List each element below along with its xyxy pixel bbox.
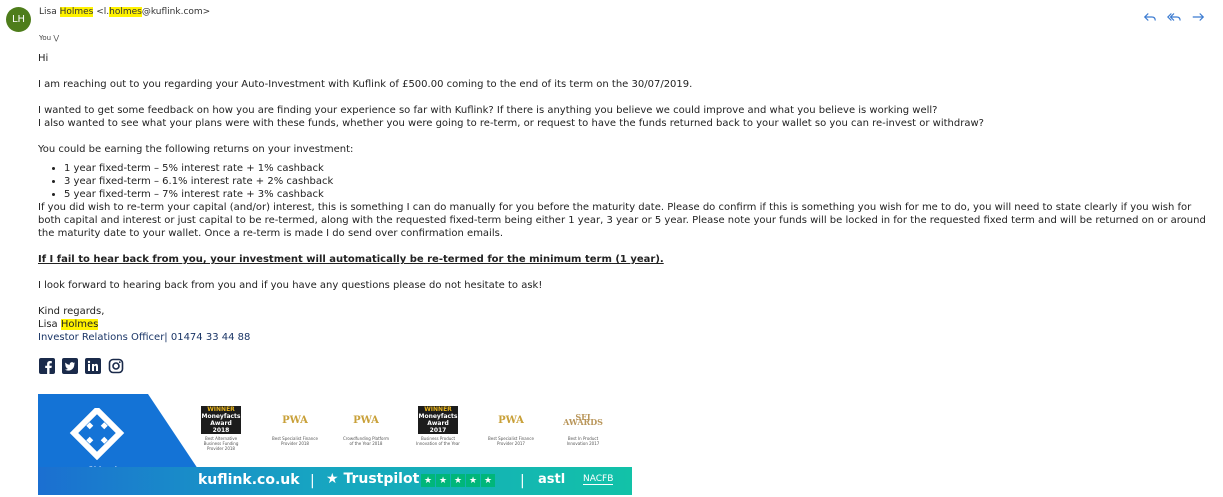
sender-last-name: Holmes [59, 7, 94, 17]
recipient-label: You [39, 34, 52, 42]
linkedin-icon[interactable] [84, 357, 101, 374]
message-body [38, 52, 1208, 374]
astl-logo: astl [538, 472, 566, 487]
recipient-line[interactable] [39, 34, 59, 42]
message-actions [1143, 10, 1205, 24]
list-item: • 3 year fixed-term – 6.1% interest rate + 2% cashback [64, 175, 1208, 188]
reply-icon[interactable] [1143, 10, 1157, 24]
warning-text: If I fail to hear back from you, your investment will automatically be re-termed for the minimum term (1 year). [38, 254, 664, 265]
trustpilot-label: ★ Trustpilot [326, 471, 420, 487]
reply-all-icon[interactable] [1167, 10, 1181, 24]
kuflink-banner[interactable] [38, 394, 632, 495]
instagram-icon[interactable] [107, 357, 124, 374]
award-pwa-2017: PWA Best Specialist Finance Provider 2017 [488, 414, 534, 446]
paragraph-reterm: If you did wish to re-term your capital (and/or) interest, this is something I can do manually for you before the maturity date. Please do confirm if this is something you wish for me to do, you will need to state clearly if you wish for both capital and interest or just capital to be re-termed, along with the requested fixed-term being either 1 year, 3 year or 5 year. Please note your funds will be locked in for the requested fixed term and will be returned on or around the maturity date to your wallet. Once a re-term is made I do send over confirmation emails. [38, 202, 1206, 239]
banner-footer-bar: kuflink.co.uk | ★ Trustpilot ★ ★ ★ ★ ★ | astl NACFB [38, 467, 632, 495]
nacfb-logo: NACFB [583, 474, 614, 484]
paragraph-returns: You could be earning the following returns on your investment: [38, 144, 354, 155]
greeting: Hi [38, 53, 49, 64]
kuflink-site-link[interactable]: kuflink.co.uk [198, 472, 300, 488]
signature-title: Investor Relations Officer| 01474 33 44 88 [38, 332, 251, 343]
sender-first-name: Lisa [39, 7, 57, 17]
award-pwa-crowdfunding: PWA Crowdfunding Platform of the Year 2018 [343, 414, 389, 446]
list-item: • 5 year fixed-term – 7% interest rate + 3% cashback [64, 188, 1208, 201]
paragraph-plans: I also wanted to see what your plans were with these funds, whether you were going to re-term, or request to have the funds returned back to your wallet so you can re-invest or withdraw? [38, 118, 984, 129]
sender-line [39, 7, 210, 17]
trustpilot-stars: ★ ★ ★ ★ ★ [421, 474, 495, 487]
award-moneyfacts-2018: WINNER Moneyfacts Award 2018 Best Alternative Business Funding Provider 2018 [201, 406, 241, 451]
chevron-down-icon[interactable]: ⋁ [53, 34, 60, 42]
twitter-icon[interactable] [61, 357, 78, 374]
facebook-icon[interactable] [38, 357, 55, 374]
award-moneyfacts-2017: WINNER Moneyfacts Award 2017 Business Product Innovation of the Year [416, 406, 460, 446]
paragraph-intro: I am reaching out to you regarding your Auto-Investment with Kuflink of £500.00 coming to the end of its term on the 30/07/2019. [38, 79, 693, 90]
social-links [38, 357, 1208, 374]
paragraph-feedback: I wanted to get some feedback on how you are finding your experience so far with Kuflink? If there is anything you believe we could improve and what you believe is working well? [38, 105, 938, 116]
list-item: • 1 year fixed-term – 5% interest rate + 1% cashback [64, 162, 1208, 175]
award-sfi: SFI AWARDS Best In Product Innovation 2017 [563, 412, 603, 446]
forward-icon[interactable] [1191, 10, 1205, 24]
award-pwa-2018: PWA Best Specialist Finance Provider 2018 [272, 414, 318, 446]
signature-name: Lisa Holmes [38, 319, 99, 330]
signoff: Kind regards, [38, 306, 105, 317]
paragraph-closing: I look forward to hearing back from you and if you have any questions please do not hesitate to ask! [38, 280, 543, 291]
sender-email[interactable]: <l.holmes@kuflink.com> [96, 7, 211, 17]
returns-list [38, 162, 1208, 201]
sender-avatar: LH [6, 7, 31, 32]
kuflink-logo-icon [62, 408, 132, 460]
